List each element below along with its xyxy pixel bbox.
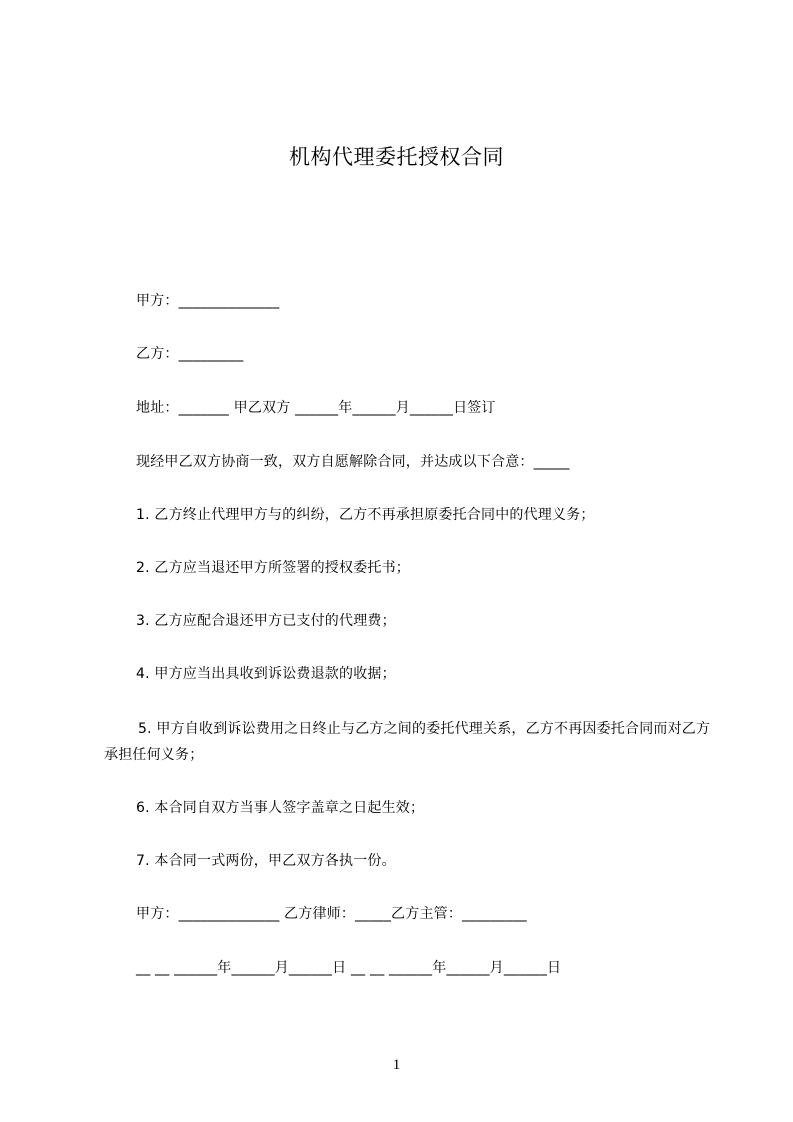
clause-1: 1. 乙方终止代理甲方与的纠纷，乙方不再承担原委托合同中的代理义务； (136, 507, 595, 523)
clause-7: 7. 本合同一式两份，甲乙双方各执一份。 (136, 853, 396, 869)
signature-line: 甲方：______________ 乙方律师：_____乙方主管：_________ (136, 906, 527, 922)
party-a-line: 甲方：______________ (136, 293, 280, 309)
clause-5: 5. 甲方自收到诉讼费用之日终止与乙方之间的委托代理关系，乙方不再因委托合同而对乙方承担任何义务； (104, 721, 711, 763)
document-title: 机构代理委托授权合同 (289, 145, 504, 169)
clause-2: 2. 乙方应当退还甲方所签署的授权委托书； (136, 560, 411, 576)
clause-6: 6. 本合同自双方当事人签字盖章之日起生效； (136, 800, 425, 816)
preamble-line: 现经甲乙双方协商一致，双方自愿解除合同，并达成以下合意：_____ (136, 454, 570, 470)
clause-3: 3. 乙方应配合退还甲方已支付的代理费； (136, 613, 396, 629)
party-b-line: 乙方：_________ (136, 346, 244, 362)
signature-date-line: __ __ ______年______月______日 __ __ ______年______月______日 (136, 960, 562, 976)
address-date-line: 地址：_______ 甲乙双方 ______年______月______日签订 (136, 400, 496, 416)
clause-4: 4. 甲方应当出具收到诉讼费退款的收据； (136, 666, 396, 682)
page-number: 1 (392, 1057, 401, 1073)
